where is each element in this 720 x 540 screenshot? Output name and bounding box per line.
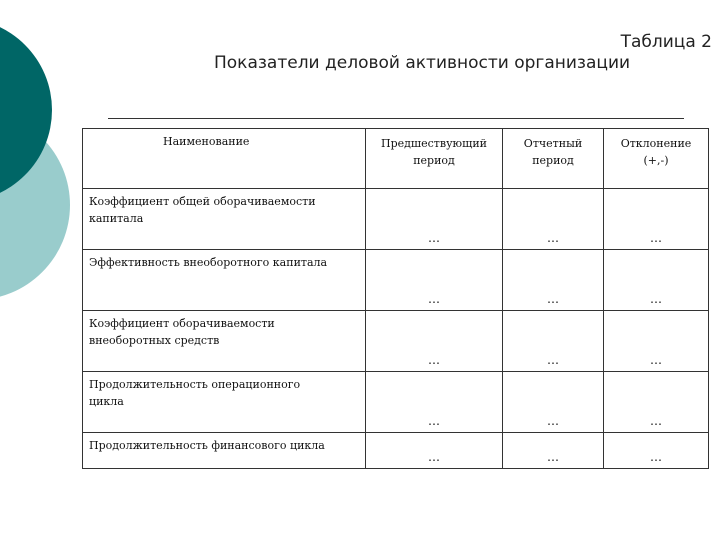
- value-cell: …: [428, 292, 440, 306]
- row-label: [83, 250, 327, 271]
- row-name: Эффективность внеоборотного капитала: [89, 256, 328, 269]
- row-name: Продолжительность финансового цикла: [89, 439, 325, 452]
- value-cell: …: [650, 292, 662, 306]
- value-cell: …: [547, 231, 559, 245]
- row-name: Продолжительность операционного цикла: [89, 378, 301, 408]
- value-cell: …: [650, 231, 662, 245]
- column-header-previous: Предшествующий период: [380, 137, 488, 167]
- column-header-name: Наименование: [163, 135, 250, 148]
- title-rule: [108, 118, 684, 119]
- row-name: Коэффициент общей оборачиваемости капитала: [89, 195, 316, 225]
- value-cell: …: [650, 414, 662, 428]
- column-header-current: Отчетный период: [523, 137, 583, 167]
- column-header-deviation: Отклонение (+,-): [620, 137, 692, 167]
- activity-table: [82, 128, 709, 469]
- row-label: [83, 372, 324, 410]
- value-cell: …: [547, 292, 559, 306]
- row-label: [83, 433, 325, 454]
- row-label: [83, 189, 349, 227]
- header-name-cell: [83, 129, 288, 189]
- table-row: [83, 433, 709, 469]
- row-label: [83, 311, 304, 349]
- value-cell: …: [428, 353, 440, 367]
- row-name: Коэффициент оборачиваемости внеоборотных средств: [89, 317, 275, 347]
- value-cell: …: [650, 353, 662, 367]
- value-cell: …: [428, 231, 440, 245]
- table-number: Таблица 2: [620, 32, 712, 52]
- table-row: [83, 372, 709, 433]
- table-row: [83, 189, 709, 250]
- table-row: [83, 250, 709, 311]
- value-cell: …: [547, 414, 559, 428]
- value-cell: …: [428, 450, 440, 464]
- value-cell: …: [650, 450, 662, 464]
- header-row: [83, 129, 709, 189]
- table-title: Показатели деловой активности организации: [214, 53, 631, 73]
- value-cell: …: [547, 450, 559, 464]
- value-cell: …: [428, 414, 440, 428]
- table-row: [83, 311, 709, 372]
- value-cell: …: [547, 353, 559, 367]
